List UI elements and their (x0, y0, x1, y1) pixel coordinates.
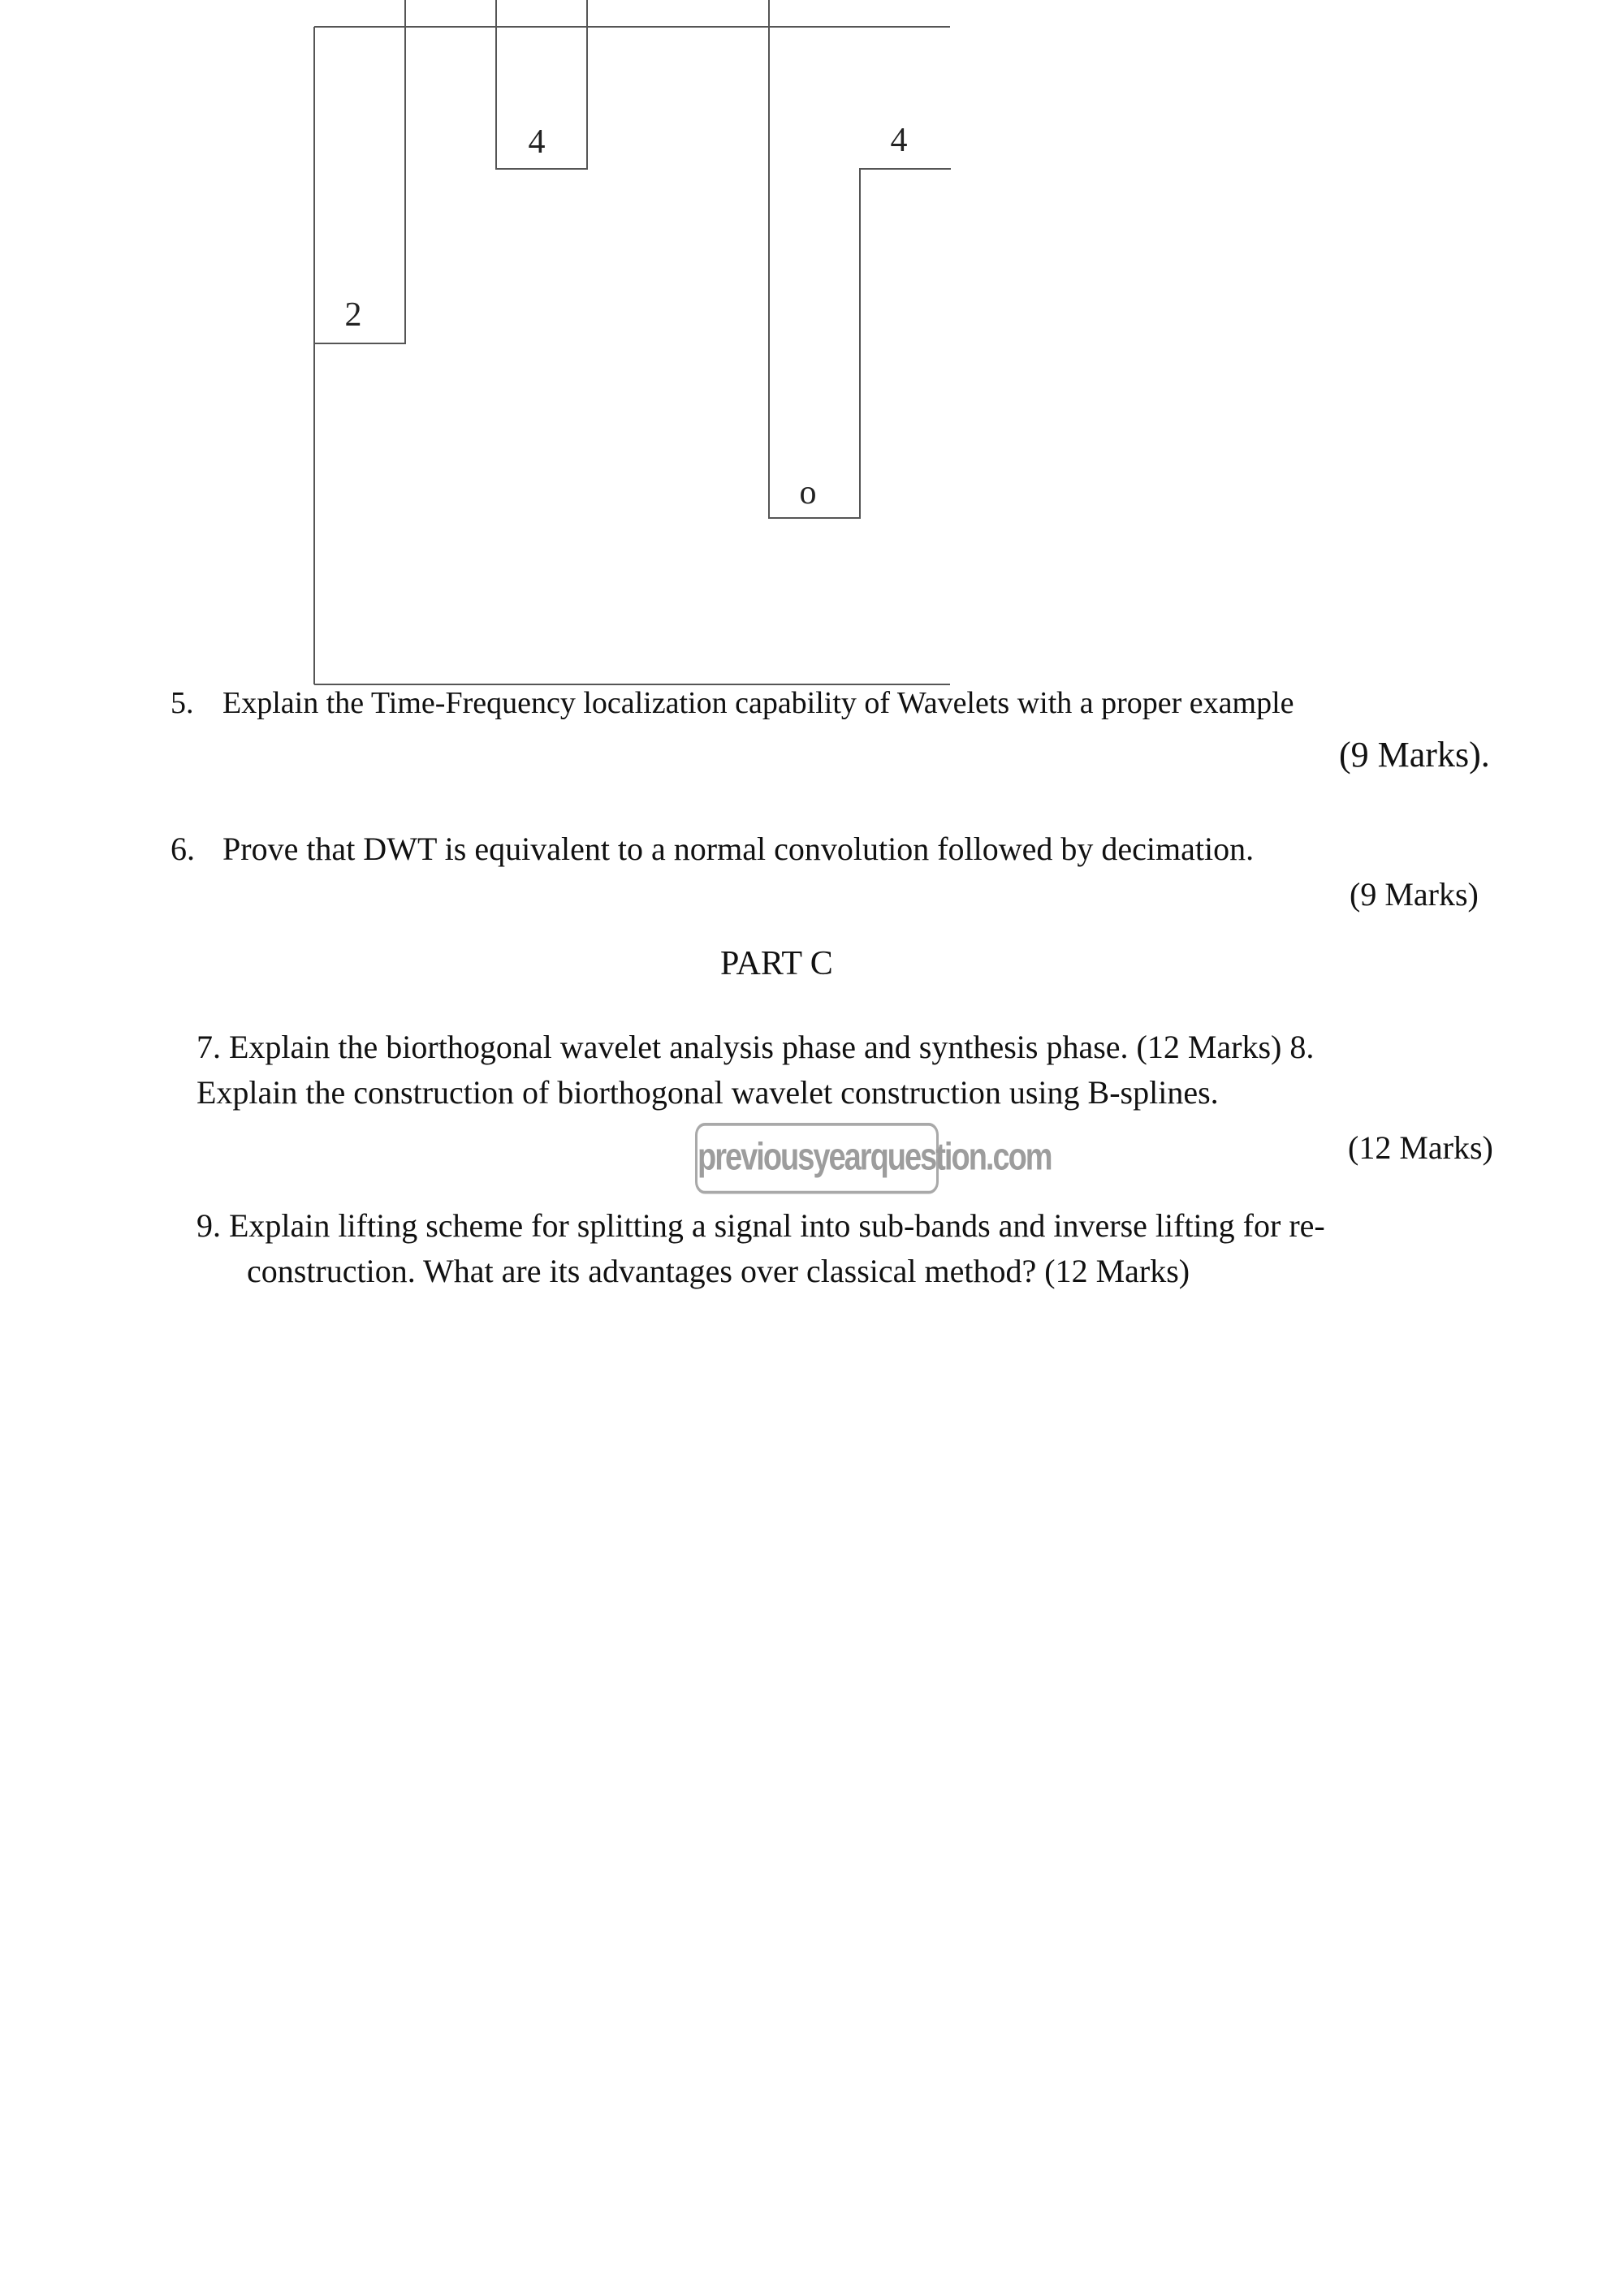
question-6-marks: (9 Marks) (1350, 876, 1479, 913)
question-6-number: 6. (171, 831, 195, 867)
step-value-label: 2 (344, 296, 362, 334)
step-value-label: 4 (528, 123, 546, 161)
step-value-label: 4 (890, 122, 908, 159)
signal-step-line (314, 0, 951, 518)
question-5 (171, 682, 1294, 725)
step-value-label: o (799, 474, 817, 511)
figure-frame (314, 27, 950, 684)
signal-step-figure (0, 0, 1624, 714)
question-5-marks: (9 Marks). (1339, 735, 1490, 775)
question-8-line: Explain the construction of biorthogonal wavelet construction using B-splines. (197, 1074, 1219, 1111)
watermark-stamp: previousyearquestion.com (695, 1123, 939, 1194)
question-7-line-1: 7. Explain the biorthogonal wavelet analysis phase and synthesis phase. (12 Marks) 8. (197, 1029, 1315, 1065)
part-c-heading: PART C (720, 945, 833, 982)
question-6-text: Prove that DWT is equivalent to a normal convolution followed by decimation. (222, 831, 1255, 867)
question-6 (171, 826, 1254, 872)
question-9-line-2: construction. What are its advantages over classical method? (12 Marks) (247, 1253, 1190, 1289)
question-5-number: 5. (171, 686, 194, 720)
question-8-marks: (12 Marks) (1348, 1129, 1493, 1166)
question-5-text: Explain the Time-Frequency localization capability of Wavelets with a proper example (222, 686, 1294, 720)
question-9-line-1: 9. Explain lifting scheme for splitting a signal into sub-bands and inverse lifting for re- (197, 1207, 1325, 1244)
